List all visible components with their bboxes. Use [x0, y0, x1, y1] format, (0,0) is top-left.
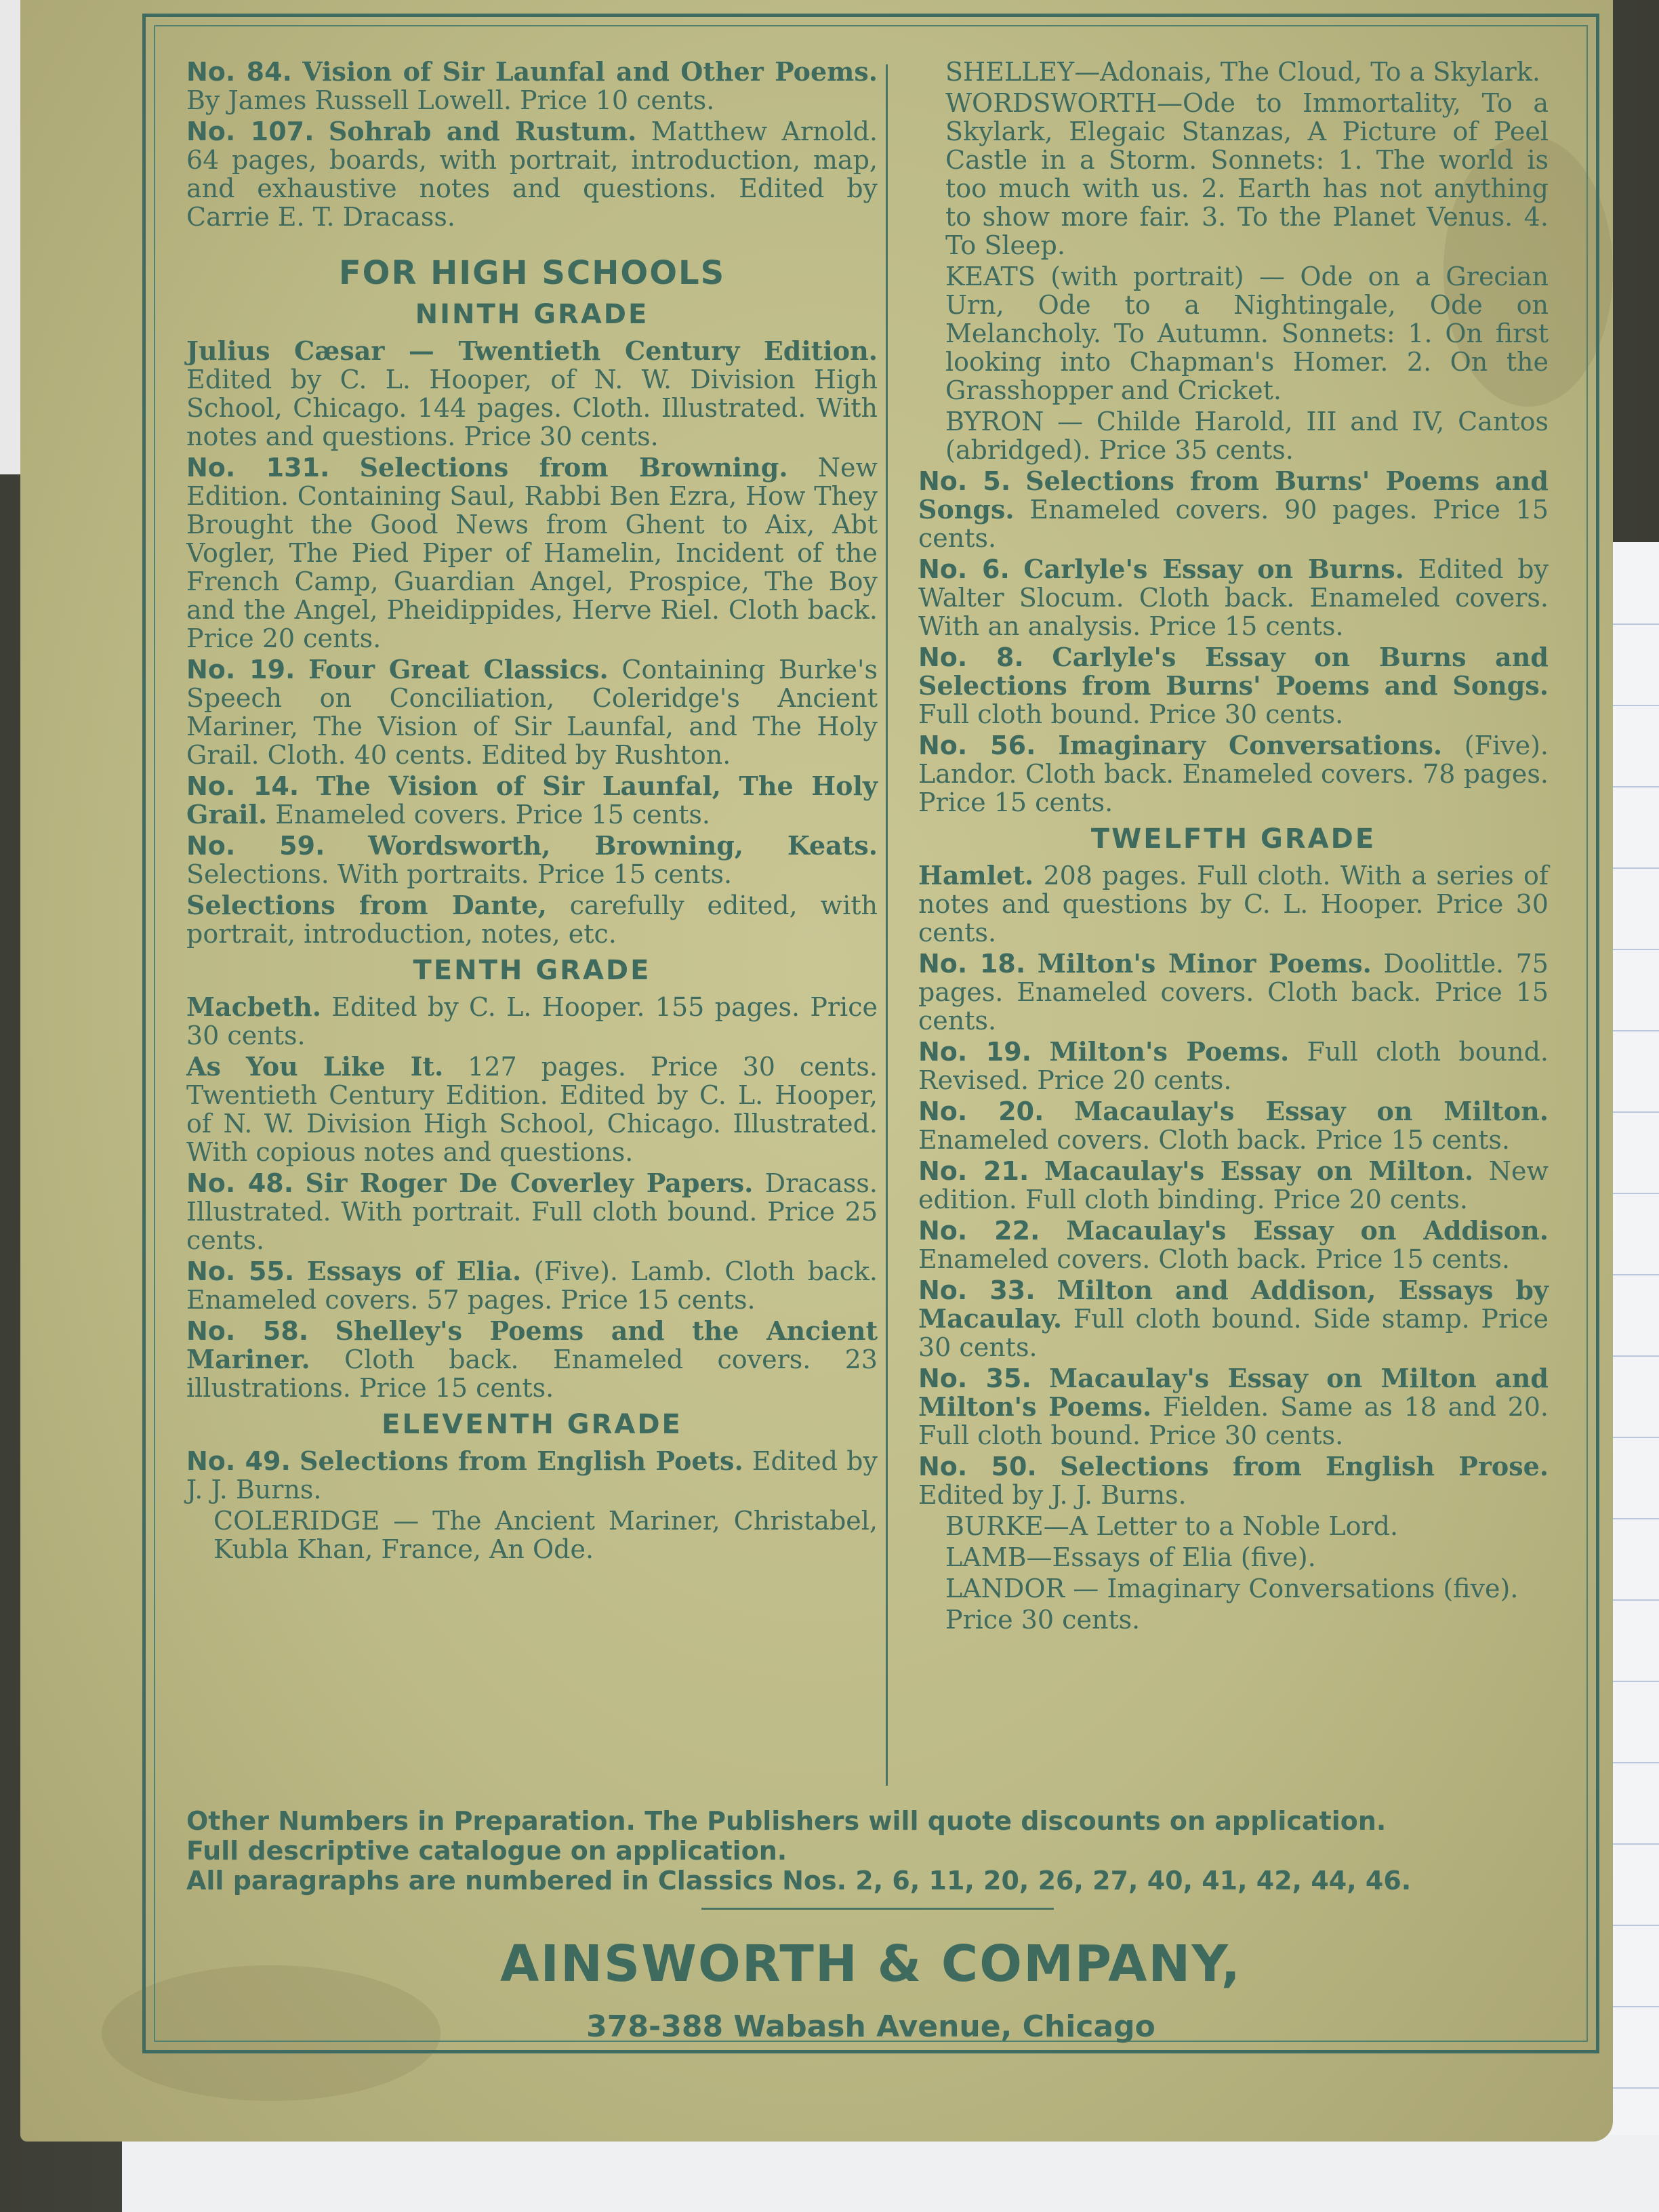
- catalog-entry: No. 48. Sir Roger De Coverley Papers. Dracass. Illustrated. With portrait. Full cloth bound. Price 25 cents.: [186, 1168, 878, 1255]
- column-divider: [886, 64, 888, 1786]
- catalog-entry: No. 35. Macaulay's Essay on Milton and Milton's Poems. Fielden. Same as 18 and 20. Full cloth bound. Price 30 cents.: [918, 1363, 1549, 1450]
- left-column: [186, 58, 878, 1566]
- catalog-entry: No. 49. Selections from English Poets. Edited by J. J. Burns.: [186, 1446, 878, 1504]
- catalog-entry: No. 50. Selections from English Prose. Edited by J. J. Burns.: [918, 1451, 1549, 1510]
- grade-heading: NINTH GRADE: [415, 299, 649, 330]
- catalog-entry: No. 84. Vision of Sir Launfal and Other Poems. By James Russell Lowell. Price 10 cents.: [186, 56, 878, 115]
- booklet-back-cover: [20, 0, 1613, 2142]
- catalog-entry: No. 59. Wordsworth, Browning, Keats. Selections. With portraits. Price 15 cents.: [186, 830, 878, 889]
- catalog-entry: As You Like It. 127 pages. Price 30 cents. Twentieth Century Edition. Edited by C. L. Hooper, of N. W. Division High School, Chicago. Illustrated. With copious notes and questions.: [186, 1051, 878, 1167]
- catalog-entry: No. 22. Macaulay's Essay on Addison. Enameled covers. Cloth back. Price 15 cents.: [918, 1215, 1549, 1274]
- grade-heading: TENTH GRADE: [413, 955, 651, 986]
- catalog-entry: No. 5. Selections from Burns' Poems and Songs. Enameled covers. 90 pages. Price 15 cents.: [918, 466, 1549, 553]
- catalog-entry: Hamlet. 208 pages. Full cloth. With a series of notes and questions by C. L. Hooper. Price 30 cents.: [918, 860, 1549, 947]
- catalog-entry: No. 55. Essays of Elia. (Five). Lamb. Cloth back. Enameled covers. 57 pages. Price 15 cents.: [186, 1256, 878, 1315]
- catalog-entry: No. 58. Shelley's Poems and the Ancient Mariner. Cloth back. Enameled covers. 23 illustrations. Price 15 cents.: [186, 1315, 878, 1403]
- footer-line: Other Numbers in Preparation. The Publishers will quote discounts on application.: [186, 1806, 1387, 1836]
- publisher-address: 378-388 Wabash Avenue, Chicago: [586, 2009, 1155, 2044]
- catalog-entry: No. 19. Four Great Classics. Containing Burke's Speech on Conciliation, Coleridge's Ancient Mariner, The Vision of Sir Launfal, and The Holy Grail. Cloth. 40 cents. Edited by Rushton.: [186, 654, 878, 770]
- right-column: [918, 58, 1549, 1637]
- catalog-entry: No. 18. Milton's Minor Poems. Doolittle. 75 pages. Enameled covers. Cloth back. Price 15 cents.: [918, 948, 1549, 1036]
- catalog-entry: No. 14. The Vision of Sir Launfal, The Holy Grail. Enameled covers. Price 15 cents.: [186, 771, 878, 830]
- sub-entry: KEATS (with portrait) — Ode on a Grecian Urn, Ode to a Nightingale, Ode on Melancholy. To Autumn. Sonnets: 1. On first looking into Chapman's Homer. 2. On the Grasshopper and Cricket.: [945, 262, 1549, 405]
- catalog-entry: Selections from Dante, carefully edited, with portrait, introduction, notes, etc.: [186, 890, 878, 949]
- catalog-entry: No. 20. Macaulay's Essay on Milton. Enameled covers. Cloth back. Price 15 cents.: [918, 1096, 1549, 1155]
- grade-heading: TWELFTH GRADE: [1090, 823, 1376, 855]
- sub-entry: LANDOR — Imaginary Conversations (five).: [945, 1574, 1519, 1603]
- catalog-entry: No. 33. Milton and Addison, Essays by Macaulay. Full cloth bound. Side stamp. Price 30 cents.: [918, 1275, 1549, 1362]
- border-frame: [142, 14, 1599, 2053]
- footer-rule: [701, 1908, 1054, 1910]
- footer-line: All paragraphs are numbered in Classics Nos. 2, 6, 11, 20, 26, 27, 40, 41, 42, 44, 46.: [186, 1866, 1412, 1896]
- section-heading: FOR HIGH SCHOOLS: [338, 254, 726, 292]
- publisher-name: AINSWORTH & COMPANY,: [500, 1935, 1242, 1993]
- sub-entry: BYRON — Childe Harold, III and IV, Cantos (abridged). Price 35 cents.: [945, 407, 1549, 465]
- footer-line: Full descriptive catalogue on application.: [186, 1836, 787, 1866]
- sub-entry: COLERIDGE — The Ancient Mariner, Christabel, Kubla Khan, France, An Ode.: [213, 1506, 878, 1564]
- sub-entry: LAMB—Essays of Elia (five).: [945, 1542, 1316, 1572]
- sub-entry: WORDSWORTH—Ode to Immortality, To a Skylark, Elegaic Stanzas, A Picture of Peel Castle in a Storm. Sonnets: 1. The world is too much with us. 2. Earth has not anything to show more fair. 3. To the Planet Venus. 4. To Sleep.: [945, 88, 1549, 260]
- catalog-entry: Julius Cæsar — Twentieth Century Edition. Edited by C. L. Hooper, of N. W. Division High School, Chicago. 144 pages. Cloth. Illustrated. With notes and questions. Price 30 cents.: [186, 335, 878, 451]
- grade-heading: ELEVENTH GRADE: [382, 1409, 682, 1440]
- sub-entry: SHELLEY—Adonais, The Cloud, To a Skylark.: [945, 57, 1540, 87]
- footer-notes: [186, 1806, 1555, 1896]
- catalog-entry: Macbeth. Edited by C. L. Hooper. 155 pages. Price 30 cents.: [186, 991, 878, 1050]
- catalog-entry: No. 131. Selections from Browning. New Edition. Containing Saul, Rabbi Ben Ezra, How They Brought the Good News from Ghent to Aix, Abt Vogler, The Pied Piper of Hamelin, Incident of the French Camp, Guardian Angel, Prospice, The Boy and the Angel, Pheidippides, Herve Riel. Cloth back. Price 20 cents.: [186, 452, 878, 653]
- catalog-entry: No. 21. Macaulay's Essay on Milton. New edition. Full cloth binding. Price 20 cents.: [918, 1155, 1549, 1214]
- sub-entry: BURKE—A Letter to a Noble Lord.: [945, 1511, 1399, 1541]
- catalog-entry: No. 107. Sohrab and Rustum. Matthew Arnold. 64 pages, boards, with portrait, introduction, map, and exhaustive notes and questions. Edited by Carrie E. T. Dracass.: [186, 116, 878, 232]
- sub-entry: Price 30 cents.: [945, 1605, 1141, 1635]
- paper-below: [122, 2135, 1659, 2212]
- catalog-entry: No. 6. Carlyle's Essay on Burns. Edited by Walter Slocum. Cloth back. Enameled covers. With an analysis. Price 15 cents.: [918, 554, 1549, 641]
- catalog-entry: No. 56. Imaginary Conversations. (Five). Landor. Cloth back. Enameled covers. 78 pages. Price 15 cents.: [918, 730, 1549, 817]
- catalog-entry: No. 8. Carlyle's Essay on Burns and Selections from Burns' Poems and Songs. Full cloth bound. Price 30 cents.: [918, 642, 1549, 729]
- catalog-entry: No. 19. Milton's Poems. Full cloth bound. Revised. Price 20 cents.: [918, 1036, 1549, 1095]
